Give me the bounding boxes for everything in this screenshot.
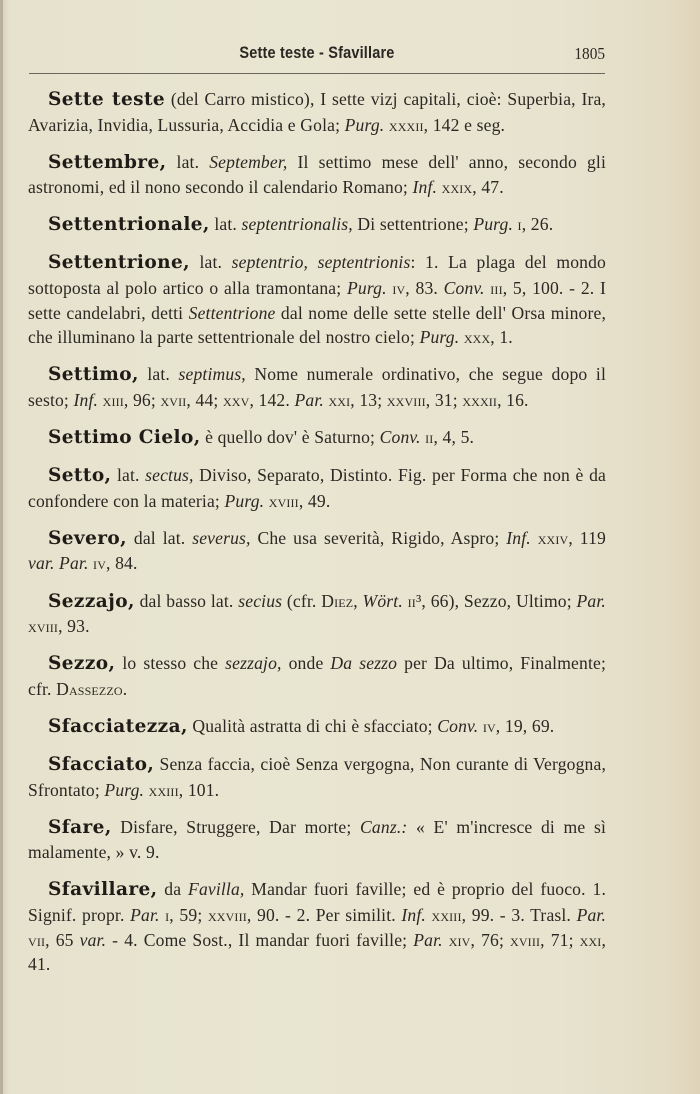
entry-italic-text: Wört.: [362, 590, 403, 611]
entry-italic-text: severus,: [192, 527, 251, 548]
dictionary-entry: [28, 526, 606, 576]
entry-reference-numeral: i: [513, 214, 522, 235]
entry-reference-numeral: Diez: [321, 590, 354, 611]
entry-text: , 13;: [350, 389, 387, 410]
entry-reference-numeral: xxiii: [425, 904, 462, 925]
header-rule: [29, 73, 605, 74]
entry-text: , 1.: [490, 327, 513, 348]
entry-italic-text: Purg.: [419, 327, 460, 348]
entry-italic-text: Favilla,: [188, 879, 245, 900]
dictionary-entries: [28, 87, 606, 989]
entry-headword: Sfacciato,: [48, 753, 155, 775]
dictionary-entry: [28, 714, 606, 740]
dictionary-entry: [28, 250, 606, 349]
entry-text: Il settimo mese dell' anno, secondo gli astronomi, ed il nono secondo il calendario Romano;: [28, 151, 606, 198]
entry-reference-numeral: xiv: [442, 929, 471, 950]
running-head-title: Sette teste - Sfavillare: [239, 44, 395, 62]
entry-italic-text: septentrio, septentrionis: [231, 252, 411, 273]
entry-text: (cfr.: [282, 590, 322, 611]
entry-text: , 49.: [298, 490, 331, 511]
entry-reference-numeral: Dassezzo: [56, 678, 123, 699]
entry-text: , 71;: [540, 929, 580, 950]
entry-text: , 44;: [186, 389, 223, 410]
entry-headword: Sfacciatezza,: [48, 715, 188, 737]
page-binding-edge: [0, 0, 3, 1094]
entry-text: Che usa severità, Rigido, Aspro;: [250, 527, 507, 548]
entry-text: , 83.: [405, 278, 444, 299]
entry-reference-numeral: xxxii: [462, 389, 498, 410]
entry-text: da: [157, 879, 189, 900]
entry-italic-text: secius: [238, 590, 283, 611]
entry-text: Disfare, Struggere, Dar morte;: [111, 816, 361, 837]
entry-italic-text: sectus,: [145, 465, 194, 486]
entry-text: lat.: [209, 214, 242, 235]
entry-text: , 142 e seg.: [423, 114, 506, 135]
entry-reference-numeral: xxix: [437, 177, 473, 198]
entry-reference-numeral: xxi: [579, 929, 602, 950]
entry-text: ,: [353, 590, 363, 611]
entry-text: per Da ultimo, Finalmente; cfr.: [28, 653, 606, 699]
entry-reference-numeral: ii³: [402, 590, 422, 611]
entry-text: , 26.: [521, 214, 554, 235]
entry-italic-text: Purg.: [104, 779, 145, 800]
dictionary-entry: [28, 815, 606, 865]
entry-italic-text: Da sezzo: [330, 653, 398, 674]
entry-text: lo stesso che: [115, 653, 226, 674]
entry-headword: Settembre,: [48, 151, 167, 173]
entry-italic-text: sezzajo,: [225, 653, 282, 674]
entry-text: Qualità astratta di chi è sfacciato;: [187, 715, 438, 736]
dictionary-entry: [28, 463, 606, 513]
entry-text: Diviso, Separato, Distinto. Fig. per Forma che non è da confondere con la materia;: [28, 465, 606, 511]
entry-headword: Settimo Cielo,: [48, 427, 201, 449]
entry-italic-text: Settentrione: [188, 302, 276, 323]
entry-reference-numeral: xxv: [222, 389, 250, 410]
entry-text: , 65: [45, 929, 80, 950]
entry-reference-numeral: iv: [386, 278, 406, 299]
dictionary-entry: [28, 362, 606, 412]
entry-text: (del Carro mistico), I sette vizj capitali, cioè: Superbia, Ira, Avarizia, Invidia, Lussuria, Accidia e Gola;: [28, 89, 606, 135]
entry-reference-numeral: xxviii: [207, 904, 247, 925]
entry-text: , 66), Sezzo, Ultimo;: [421, 590, 577, 611]
entry-reference-numeral: xvii: [160, 389, 187, 410]
entry-text: Mandar fuori faville; ed è proprio del fuoco. 1. Signif. propr.: [28, 879, 606, 925]
entry-text: , 96;: [123, 389, 161, 410]
entry-italic-text: Conv.: [443, 278, 485, 299]
entry-text: , 142.: [249, 389, 295, 410]
entry-italic-text: Par.: [294, 389, 324, 410]
entry-text: - 4. Come Sost., Il mandar fuori faville;: [106, 929, 414, 950]
entry-text: , 93.: [58, 616, 90, 637]
entry-italic-text: Inf.: [412, 177, 438, 198]
entry-text: , 119: [568, 527, 606, 548]
entry-text: Di settentrione;: [352, 214, 474, 235]
running-head: [29, 44, 605, 68]
page-number: 1805: [574, 44, 605, 63]
entry-italic-text: septimus,: [178, 364, 246, 385]
entry-italic-text: Purg.: [346, 278, 387, 299]
entry-text: , 76;: [470, 929, 511, 950]
entry-italic-text: Par.: [130, 904, 160, 925]
entry-italic-text: Inf.: [73, 389, 99, 410]
entry-text: Nome numerale ordinativo, che segue dopo il sesto;: [28, 364, 606, 410]
entry-headword: Setto,: [48, 465, 112, 487]
entry-reference-numeral: xxxii: [384, 114, 424, 135]
entry-reference-numeral: xviii: [264, 490, 299, 511]
dictionary-entry: [28, 425, 606, 451]
entry-text: , 41.: [28, 929, 607, 975]
entry-text: , 19, 69.: [495, 715, 555, 736]
entry-text: lat.: [138, 364, 179, 385]
entry-text: « E' m'increscе di me sì malamente, » v. 9.: [28, 816, 606, 863]
entry-text: , 16.: [497, 389, 529, 410]
dictionary-entry: [28, 589, 606, 639]
entry-text: lat.: [189, 252, 232, 273]
entry-italic-text: Conv.: [437, 715, 479, 736]
entry-text: dal basso lat.: [134, 590, 239, 611]
entry-text: , 4, 5.: [433, 427, 475, 448]
entry-headword: Severo,: [48, 527, 127, 549]
entry-reference-numeral: xiii: [98, 389, 124, 410]
entry-reference-numeral: iv: [88, 553, 107, 574]
entry-reference-numeral: xviii: [28, 616, 59, 637]
entry-italic-text: var.: [79, 929, 107, 950]
entry-reference-numeral: iv: [478, 715, 496, 736]
entry-text: .: [122, 678, 128, 699]
entry-headword: Sfare,: [48, 816, 112, 838]
entry-italic-text: Canz.:: [360, 816, 408, 837]
entry-text: lat.: [111, 465, 146, 486]
entry-reference-numeral: i: [159, 904, 170, 925]
entry-italic-text: Par.: [576, 590, 606, 611]
entry-italic-text: Purg.: [224, 490, 265, 511]
entry-text: è quello dov' è Saturno;: [200, 427, 380, 448]
entry-headword: Sfavillare,: [48, 879, 158, 901]
dictionary-entry: [28, 87, 606, 137]
entry-italic-text: September,: [209, 151, 288, 172]
entry-reference-numeral: xxiii: [144, 779, 179, 800]
entry-italic-text: Conv.: [379, 427, 421, 448]
entry-text: dal lat.: [126, 527, 193, 548]
entry-reference-numeral: xxx: [459, 327, 491, 348]
entry-italic-text: Par.: [576, 904, 607, 925]
entry-text: , 90. - 2. Per similit.: [246, 904, 402, 925]
entry-text: Senza faccia, cioè Senza vergogna, Non curante di Vergogna, Sfrontato;: [28, 753, 606, 800]
entry-italic-text: Par.: [413, 929, 443, 950]
dictionary-entry: [28, 651, 606, 701]
entry-italic-text: Purg.: [344, 114, 385, 135]
entry-headword: Settimo,: [48, 364, 139, 386]
entry-text: , 99. - 3. Trasl.: [461, 904, 577, 925]
entry-reference-numeral: xxviii: [386, 389, 426, 410]
entry-text: dal nome delle sette stelle dell' Orsa minore, che illuminano la parte settentrionale del nostro cielo;: [28, 302, 607, 348]
entry-italic-text: Inf.: [506, 527, 531, 548]
entry-reference-numeral: ii: [420, 427, 434, 448]
dictionary-entry: [28, 212, 606, 238]
dictionary-entry: [28, 752, 606, 802]
entry-italic-text: Inf.: [401, 904, 426, 925]
entry-headword: Sezzajo,: [48, 590, 135, 612]
dictionary-entry: [28, 877, 606, 976]
entry-reference-numeral: vii: [28, 929, 46, 950]
entry-reference-numeral: xxiv: [530, 527, 569, 548]
entry-italic-text: septentrionalis,: [241, 214, 353, 235]
entry-text: , 5, 100. - 2. I sette candelabri, detti: [28, 278, 606, 323]
entry-headword: Settentrione,: [48, 252, 190, 274]
entry-text: , 59;: [169, 904, 208, 925]
entry-text: , 47.: [472, 177, 504, 198]
entry-headword: Settentrionale,: [48, 214, 210, 236]
entry-text: , 101.: [178, 779, 220, 800]
entry-reference-numeral: xxi: [323, 389, 351, 410]
entry-headword: Sette teste: [48, 89, 166, 110]
entry-headword: Sezzo,: [48, 653, 116, 675]
dictionary-entry: [28, 150, 606, 200]
entry-text: , 84.: [106, 553, 138, 574]
entry-italic-text: Purg.: [473, 214, 513, 235]
entry-reference-numeral: xviii: [510, 929, 541, 950]
entry-text: onde: [281, 653, 331, 674]
entry-italic-text: var. Par.: [28, 553, 89, 574]
entry-text: , 31;: [425, 389, 463, 410]
entry-text: lat.: [166, 151, 210, 172]
entry-reference-numeral: iii: [484, 278, 503, 299]
entry-text: : 1. La plaga del mondo sottoposta al polo artico o alla tramontana;: [28, 252, 606, 299]
